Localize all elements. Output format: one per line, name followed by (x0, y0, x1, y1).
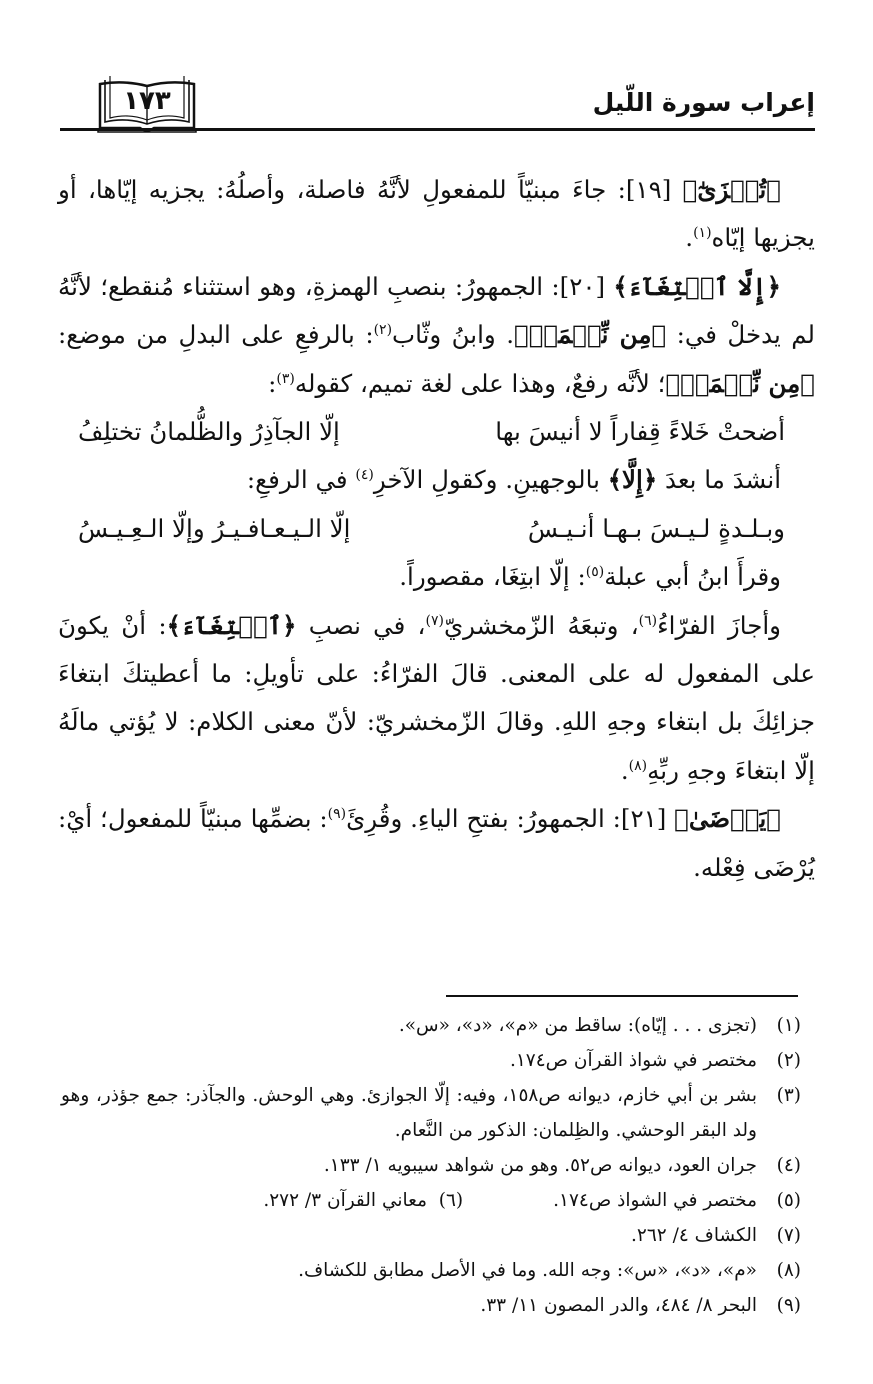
paragraph-text: وقرأَ ابنُ أبي عبلة (604, 562, 781, 592)
paragraph-text: بالوجهينِ. وكقولِ الآخرِ (373, 465, 608, 495)
paragraph-text: : إلّا ابتِغَا، مقصوراً. (399, 562, 586, 592)
running-header-title: إعراب سورة اللّيل (592, 88, 815, 117)
poetry-verse-2 (58, 505, 815, 553)
footnote-marker[interactable]: (١) (693, 225, 712, 242)
paragraph-text: . وابنُ وثّاب (392, 320, 514, 350)
footnote-number: (٣) (776, 1085, 801, 1106)
footnote-number: (٧) (776, 1225, 801, 1246)
footnote-marker[interactable]: (٨) (628, 757, 648, 774)
paragraph-text: في الرفعِ: (246, 465, 356, 495)
paragraph-text: : بالرفعِ على البدلِ من موضع: (58, 320, 374, 350)
punctuation: . (685, 223, 694, 253)
paragraph-ayah-21 (58, 795, 815, 892)
paragraph-text: أنشدَ ما بعدَ (657, 465, 781, 495)
footnote-divider (446, 995, 798, 997)
footnote-text-part: مختصر في الشواذ ص١٧٤. (553, 1190, 757, 1211)
quran-reference: ﴿يَرۡضَىٰ﴾ (674, 804, 781, 834)
footnote-number: (٤) (776, 1155, 801, 1176)
main-text (58, 166, 815, 892)
footnote-marker[interactable]: (٧) (425, 612, 444, 629)
paragraph-reading-abla (58, 553, 815, 601)
poetry-verse-1 (58, 408, 815, 456)
footnote-number: (١) (776, 1015, 801, 1036)
footnote-text: بشر بن أبي خازم، ديوانه ص١٥٨، وفيه: إلّا الجوازئ. وهي الوحش. والجآذر: جمع جؤذر، وهو ولد البقر الوحشي. والظِلمان: الذكور من النَّعام. (61, 1085, 758, 1141)
punctuation: . (620, 755, 629, 785)
footnote-item (61, 1253, 801, 1288)
footnote-item (61, 1288, 801, 1323)
quran-reference: ﴿تُجۡزَىٰٓ﴾ (682, 175, 781, 204)
paragraph-text: ، في نصبِ (296, 610, 426, 640)
footnote-marker[interactable]: (٩) (327, 806, 347, 823)
footnote-number: (٩) (776, 1295, 801, 1316)
footnote-text (61, 1183, 757, 1218)
paragraph-text: ؛ لأنَّه رفعٌ، وهذا على لغة تميم، كقوله (294, 368, 666, 398)
footnote-number: (٢) (776, 1050, 801, 1071)
footnotes (61, 1008, 801, 1323)
page-number-badge (96, 72, 198, 134)
paragraph-text: [٢١]: الجمهورُ: بفتحِ الياءِ. وقُرِئَ (346, 804, 675, 834)
footnote-text: الكشاف ٤/ ٢٦٢. (631, 1225, 757, 1246)
verse-first-hemistich: وبـلـدةٍ لـيـسَ بـهـا أنـيـسُ (527, 513, 785, 543)
quran-reference: ﴿مِن نِّعۡمَةٖ﴾ (665, 368, 815, 398)
footnote-text-part: معاني القرآن ٣/ ٢٧٢. (263, 1190, 427, 1211)
footnote-item (61, 1008, 801, 1043)
paragraph-farra (58, 602, 815, 796)
paragraph-ayah-19 (58, 166, 815, 263)
paragraph-text: وأجازَ الفرّاءُ (657, 610, 781, 640)
verse-second-hemistich: إلّا الـيـعـافـيـرُ وإلّا الـعِـيـسُ (78, 513, 351, 543)
footnote-text: البحر ٨/ ٤٨٤، والدر المصون ١١/ ٣٣. (480, 1295, 757, 1316)
verse-second-hemistich: إلّا الجآذِرُ والظُّلمانُ تختلِفُ (78, 417, 340, 447)
paragraph-text: : أنْ يكونَ على المفعول له على المعنى. قالَ الفرّاءُ: على تأويلِ: ما أعطيتكَ ابتغاءَ جزائِكَ بل ابتغاء وجهِ اللهِ. وقالَ الزّمخشريّ: لأنّ معنى الكلام: لا يُؤتي مالَهُ إلّا ابتغاءَ وجهِ ربِّهِ (58, 610, 815, 785)
quran-reference: ﴿إِلَّا﴾ (607, 465, 658, 495)
footnote-text: (تجزى . . . إيّاه): ساقط من «م»، «د»، «س». (398, 1015, 757, 1036)
footnote-number: (٦) (438, 1190, 464, 1211)
footnote-number: (٨) (776, 1260, 801, 1281)
punctuation: : (268, 368, 277, 398)
footnote-text: «م»، «د»، «س»: وجه الله. وما في الأصل مطابق للكشاف. (298, 1260, 757, 1281)
footnote-marker[interactable]: (٤) (355, 467, 374, 484)
footnote-item (61, 1218, 801, 1253)
footnote-item (61, 1183, 801, 1218)
footnote-number: (٥) (776, 1190, 801, 1211)
footnote-item (61, 1078, 801, 1148)
page-number: ١٧٣ (123, 86, 171, 116)
quran-reference: ﴿ٱبۡتِغَآءَ﴾ (166, 610, 297, 640)
paragraph-verse-comment (58, 456, 815, 504)
quran-reference: ﴿مِن نِّعۡمَةٖ﴾ (514, 320, 667, 350)
footnote-marker[interactable]: (٦) (638, 612, 658, 629)
footnote-text: مختصر في شواذ القرآن ص١٧٤. (509, 1050, 757, 1071)
verse-first-hemistich: أضحتْ خَلاءً قِفاراً لا أنيسَ بها (495, 417, 785, 447)
paragraph-text: [١٩]: جاءَ مبنيّاً للمفعولِ لأنَّهُ فاصلة، وأصلُهُ: يجزيه إيّاها، أو يجزيها إيّاه (58, 175, 815, 253)
footnote-item (61, 1148, 801, 1183)
paragraph-text: ، وتبعَهُ الزّمخشريّ (443, 610, 639, 640)
paragraph-ayah-20 (58, 263, 815, 408)
footnote-item (61, 1043, 801, 1078)
footnote-marker[interactable]: (٣) (276, 370, 295, 387)
footnote-text: جران العود، ديوانه ص٥٢. وهو من شواهد سيبويه ١/ ١٣٣. (323, 1155, 757, 1176)
footnote-marker[interactable]: (٢) (373, 322, 393, 339)
footnote-marker[interactable]: (٥) (585, 564, 605, 581)
header-divider (60, 128, 815, 131)
quran-reference: ﴿إِلَّا ٱبۡتِغَآءَ﴾ (613, 271, 781, 301)
paragraph-text: [٢٠]: الجمهورُ: بنصبِ الهمزةِ، وهو استثناء مُنقطع؛ لأنَّهُ لم يدخلْ في: (58, 271, 815, 350)
paragraph-text: : بضمِّها مبنيّاً للمفعول؛ أيْ: يُرْضَى فِعْله. (58, 804, 815, 882)
